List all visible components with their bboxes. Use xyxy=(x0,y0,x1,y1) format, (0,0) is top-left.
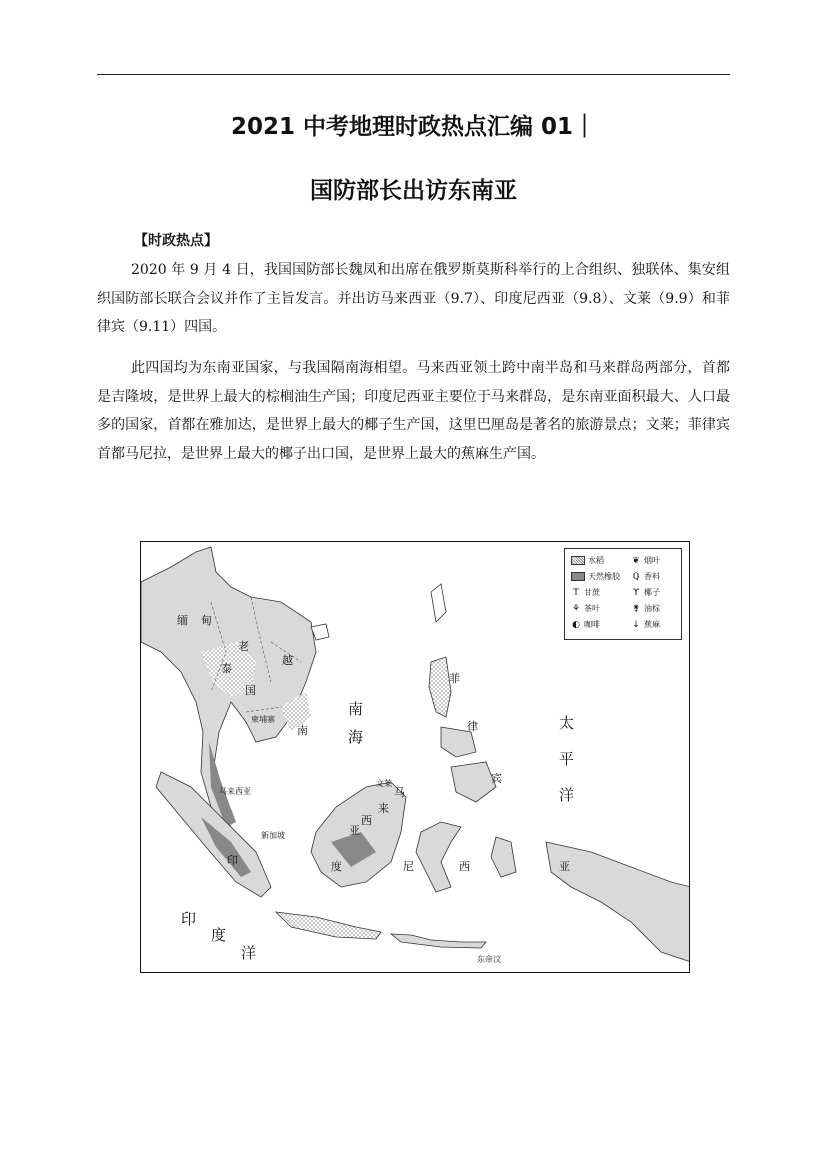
label-malaysia-east-3: 西 xyxy=(361,814,372,827)
label-pacific-3: 洋 xyxy=(559,786,575,804)
label-indian-ocean-2: 度 xyxy=(211,926,227,944)
taiwan xyxy=(431,584,446,622)
map-legend xyxy=(564,548,682,640)
rice-swatch-icon xyxy=(571,556,585,565)
oil-palm-icon: ⚵ xyxy=(632,603,640,614)
label-malaysia-west: 马来西亚 xyxy=(219,787,251,796)
header-rule xyxy=(97,74,730,75)
java xyxy=(276,912,381,939)
legend-item: ◐ 咖啡 xyxy=(572,619,600,630)
label-indonesia-2: 度 xyxy=(331,860,342,873)
section-label: 【时政热点】 xyxy=(134,233,218,249)
mindanao xyxy=(451,762,496,802)
legend-item: ⚵ 油棕 xyxy=(632,603,660,614)
legend-item: ℚ 香料 xyxy=(632,571,660,582)
lesser-sunda xyxy=(391,934,486,948)
label-laos: 老 xyxy=(238,640,249,653)
legend-item: T 甘蔗 xyxy=(571,587,600,598)
label-philippines-1: 菲 xyxy=(449,672,460,685)
label-indian-ocean-3: 洋 xyxy=(241,944,257,962)
label-indonesia-5: 亚 xyxy=(559,860,570,873)
label-philippines-2: 律 xyxy=(467,720,478,733)
moluccas xyxy=(491,837,516,877)
abaca-icon: ↓ xyxy=(632,619,640,630)
label-timor: 东帝汶 xyxy=(477,955,501,964)
label-myanmar-2: 甸 xyxy=(201,614,212,627)
sugarcane-icon: T xyxy=(573,587,579,598)
label-cambodia: 柬埔寨 xyxy=(251,715,275,724)
southeast-asia-map xyxy=(140,541,690,973)
legend-item: 天然橡胶 xyxy=(571,571,620,582)
rubber-swatch-icon xyxy=(571,572,585,581)
label-pacific-1: 太 xyxy=(559,714,575,732)
label-malaysia-east-1: 马 xyxy=(394,786,405,799)
label-pacific-2: 平 xyxy=(559,750,575,768)
label-indonesia-3: 尼 xyxy=(403,860,414,873)
label-malaysia-east-2: 来 xyxy=(378,802,389,815)
legend-item: ⚘ 茶叶 xyxy=(571,603,600,614)
legend-item: ↓ 蕉麻 xyxy=(632,619,660,630)
label-vietnam-1: 越 xyxy=(282,654,293,667)
legend-item: 水稻 xyxy=(571,555,604,566)
coffee-icon: ◐ xyxy=(572,619,580,630)
sulawesi xyxy=(416,822,461,892)
label-malaysia-east-4: 亚 xyxy=(349,824,360,837)
label-singapore: 新加坡 xyxy=(261,831,285,840)
luzon xyxy=(429,657,451,717)
legend-item: ϒ 椰子 xyxy=(632,587,660,598)
label-vietnam-2: 南 xyxy=(297,724,308,737)
label-indian-ocean-1: 印 xyxy=(181,910,197,928)
label-south-sea-1: 南 xyxy=(348,700,364,718)
legend-item: ❦ 烟叶 xyxy=(632,555,660,566)
label-south-sea-2: 海 xyxy=(348,728,364,746)
tobacco-leaf-icon: ❦ xyxy=(632,555,640,566)
label-philippines-3: 宾 xyxy=(491,772,502,785)
page-title-line1: 2021 中考地理时政热点汇编 01｜ xyxy=(230,114,597,140)
label-brunei: 文莱 xyxy=(376,779,392,788)
label-thailand-1: 泰 xyxy=(221,662,232,675)
label-indonesia-4: 西 xyxy=(459,860,470,873)
page-title-line2: 国防部长出访东南亚 xyxy=(310,178,517,204)
paragraph-2: 此四国均为东南亚国家，与我国隔南海相望。马来西亚领土跨中南半岛和马来群岛两部分，首都是吉隆坡，是世界上最大的棕榈油生产国；印度尼西亚主要位于马来群岛，是东南亚面积最大、人口最多的国家，首都在雅加达，是世界上最大的椰子生产国，这里巴厘岛是著名的旅游景点；文莱；菲律宾首都马尼拉，是世界上最大的椰子出口国，是世界上最大的蕉麻生产国。 xyxy=(97,360,730,463)
tea-icon: ⚘ xyxy=(571,603,581,614)
label-thailand-2: 国 xyxy=(245,684,256,697)
coconut-icon: ϒ xyxy=(632,587,640,598)
paragraph-1: 2020 年 9 月 4 日，我国国防部长魏凤和出席在俄罗斯莫斯科举行的上合组织、独联体、集安组织国防部长联合会议并作了主旨发言。并出访马来西亚（9.7）、印度尼西亚（9.8）、文莱（9.9）和菲律宾（9.11）四国。 xyxy=(97,262,730,336)
label-myanmar-1: 缅 xyxy=(177,614,188,627)
label-indonesia-1: 印 xyxy=(227,854,238,867)
spice-icon: ℚ xyxy=(632,571,640,582)
